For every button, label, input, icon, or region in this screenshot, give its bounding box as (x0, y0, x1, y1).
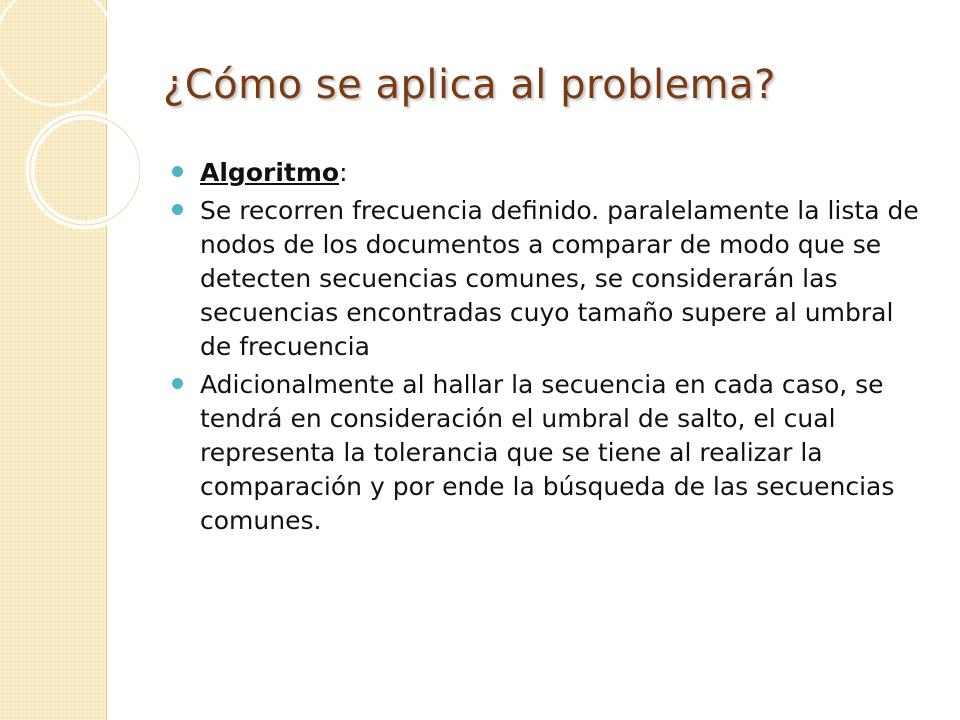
bullet-text: Se recorren frecuencia definido. paralelamente la lista de nodos de los documentos a comparar de modo que se detecten secuencias comunes, se considerarán las secuencias encontradas cuyo tamaño supere al umbral de frecuencia (200, 196, 919, 361)
bullet-dot (172, 166, 183, 177)
bullet-dot (172, 204, 183, 215)
bullet-dot (172, 378, 183, 389)
bullet-item (172, 368, 932, 538)
decorative-side-band (0, 0, 107, 720)
bullet-item (172, 194, 932, 364)
bullet-term: Algoritmo (200, 158, 340, 187)
bullet-term-suffix: : (339, 158, 348, 187)
bullet-text: Adicionalmente al hallar la secuencia en cada caso, se tendrá en consideración el umbral de salto, el cual representa la tolerancia que se tiene al realizar la comparación y por ende la búsqueda de las secuencias comunes. (200, 370, 895, 535)
bullet-list (172, 156, 932, 542)
decorative-circles (0, 0, 140, 260)
slide-title: ¿Cómo se aplica al problema? (163, 62, 776, 108)
bullet-item-algoritmo (172, 156, 932, 190)
